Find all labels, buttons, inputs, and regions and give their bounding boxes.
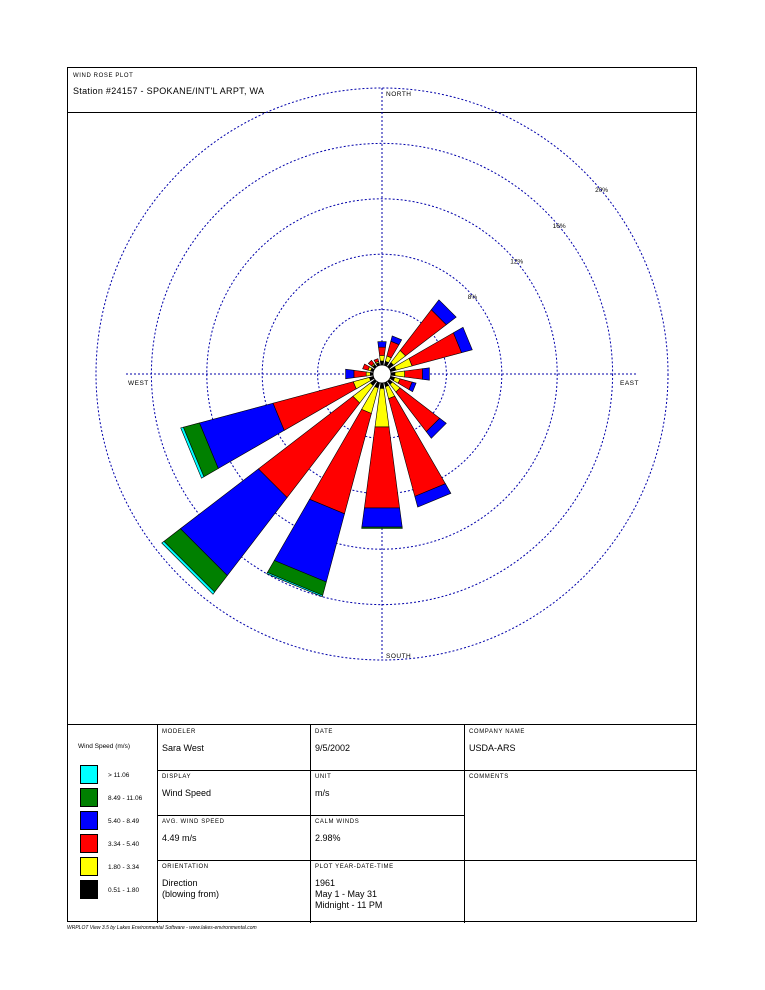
legend-swatch (80, 834, 98, 853)
petal-segment (364, 427, 399, 508)
avg-speed-value: 4.49 m/s (162, 833, 197, 843)
legend-label: > 11.06 (108, 772, 130, 779)
petal-segment (380, 383, 384, 389)
plot-time-line: Midnight - 11 PM (315, 900, 383, 910)
legend-swatch (80, 788, 98, 807)
info-panel (68, 724, 696, 922)
display-value: Wind Speed (162, 788, 212, 798)
calm-circle (373, 365, 391, 383)
comments-cell (464, 770, 696, 860)
company-label: COMPANY NAME (469, 729, 525, 735)
petal-segment (391, 372, 395, 375)
ring-label: 16% (552, 222, 566, 230)
company-cell (464, 725, 696, 770)
legend-label: 1.80 - 3.34 (108, 864, 140, 871)
modeler-cell (157, 725, 310, 770)
date-value: 9/5/2002 (315, 743, 351, 753)
petal-segment (395, 371, 405, 377)
plot-time-line: 1961 (315, 878, 336, 888)
legend-label: 3.34 - 5.40 (108, 841, 140, 848)
wind-rose-frame (67, 67, 697, 922)
footer-credit: WRPLOT View 3.5 by Lakes Environmental Software - www.lakes-environmental.com (67, 925, 257, 931)
legend-label: 8.49 - 11.06 (108, 795, 143, 802)
calm-value: 2.98% (315, 833, 341, 843)
petal-segment (375, 388, 389, 427)
direction-label-south: SOUTH (386, 653, 412, 660)
legend-swatch (80, 880, 98, 899)
avg-speed-label: AVG. WIND SPEED (162, 819, 225, 825)
plot-time-line: May 1 - May 31 (315, 889, 378, 899)
petal-segment (363, 364, 370, 370)
plot-header (68, 68, 696, 113)
direction-label-west: WEST (128, 380, 149, 387)
ring-label: 20% (595, 187, 609, 195)
station-title: Station #24157 - SPOKANE/INT'L ARPT, WA (73, 86, 265, 96)
petal-segment (380, 361, 383, 365)
modeler-label: MODELER (162, 729, 196, 735)
legend-title: Wind Speed (m/s) (78, 743, 131, 750)
petal-segment (423, 368, 430, 380)
legend-swatch (80, 811, 98, 830)
petal-segment (346, 369, 354, 379)
company-value: USDA-ARS (469, 743, 516, 753)
legend-label: 5.40 - 8.49 (108, 818, 140, 825)
display-cell (157, 770, 310, 815)
plot-time-value (315, 878, 382, 911)
unit-cell (310, 770, 464, 815)
avg-speed-cell (157, 815, 310, 860)
plot-time-label: PLOT YEAR-DATE-TIME (315, 864, 394, 870)
plot-type-label: WIND ROSE PLOT (73, 73, 134, 79)
legend-swatch (80, 857, 98, 876)
calm-cell (310, 815, 464, 860)
date-cell (310, 725, 464, 770)
orientation-line: Direction (162, 878, 198, 888)
petal-segment (379, 347, 386, 355)
petal-segment (362, 508, 402, 527)
orientation-label: ORIENTATION (162, 864, 209, 870)
petal-segment (366, 372, 370, 376)
ring-label: 12% (510, 258, 524, 266)
petal-segment (380, 356, 385, 362)
petal-segment (354, 370, 366, 377)
legend-label: 0.51 - 1.80 (108, 887, 140, 894)
petal-segment (362, 527, 403, 528)
orientation-value (162, 878, 219, 900)
modeler-value: Sara West (162, 743, 204, 753)
unit-label: UNIT (315, 774, 332, 780)
petal-segment (405, 369, 423, 380)
direction-label-east: EAST (620, 380, 639, 387)
display-label: DISPLAY (162, 774, 192, 780)
date-label: DATE (315, 729, 333, 735)
orientation-line: (blowing from) (162, 889, 220, 899)
ring-label: 8% (467, 293, 478, 301)
plot-time-cell (310, 860, 464, 923)
comments-label: COMMENTS (469, 774, 509, 780)
petal-segment (378, 342, 386, 348)
calm-label: CALM WINDS (315, 819, 360, 825)
legend-swatch (80, 765, 98, 784)
unit-value: m/s (315, 788, 330, 798)
orientation-cell (157, 860, 310, 923)
direction-label-north: NORTH (386, 91, 412, 98)
legend (68, 725, 157, 923)
